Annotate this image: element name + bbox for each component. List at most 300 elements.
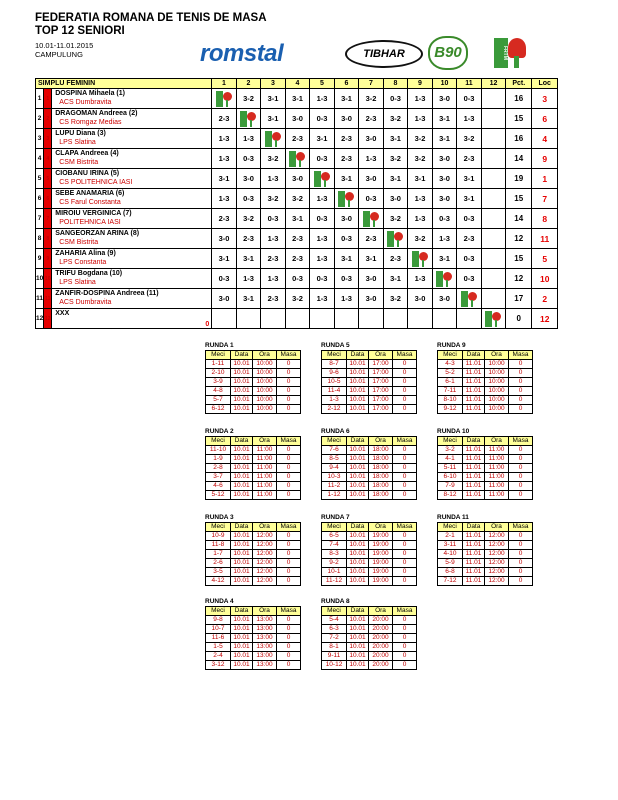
match-cell: 10.01 [347, 532, 369, 541]
score-cell: 3-1 [359, 249, 384, 269]
column-header: 9 [408, 79, 433, 89]
match-cell: 11.01 [463, 541, 485, 550]
score-cell: 2-3 [457, 229, 482, 249]
place-cell: 2 [532, 289, 558, 309]
frtm-icon [457, 289, 482, 309]
match-cell: 0 [509, 473, 533, 482]
match-cell: 0 [393, 661, 417, 670]
match-row [206, 625, 301, 634]
seed-marker: 8 [44, 229, 52, 249]
schedule-header: Data [347, 351, 369, 360]
match-cell: 0 [393, 568, 417, 577]
score-cell: 3-2 [383, 209, 408, 229]
score-cell [310, 309, 335, 329]
score-cell [481, 189, 506, 209]
match-row [438, 532, 533, 541]
place-cell: 9 [532, 149, 558, 169]
match-cell: 10.01 [347, 396, 369, 405]
match-cell: 0 [393, 378, 417, 387]
score-cell: 3-0 [432, 169, 457, 189]
match-cell: 0 [509, 532, 533, 541]
round-block [437, 514, 533, 586]
score-cell: 0-3 [310, 209, 335, 229]
match-row [322, 464, 417, 473]
match-row [438, 464, 533, 473]
place-cell: 11 [532, 229, 558, 249]
match-cell: 19:00 [369, 559, 393, 568]
match-row [438, 541, 533, 550]
match-cell: 10-1 [322, 568, 347, 577]
schedule-header: Meci [438, 523, 463, 532]
score-cell: 0-3 [359, 189, 384, 209]
score-cell: 3-0 [212, 229, 237, 249]
match-cell: 3-12 [206, 661, 231, 670]
match-cell: 0 [277, 568, 301, 577]
match-cell: 5-9 [438, 559, 463, 568]
match-cell: 18:00 [369, 446, 393, 455]
column-header: 5 [310, 79, 335, 89]
score-cell [334, 309, 359, 329]
seed-marker: 1 [44, 89, 52, 109]
score-cell [481, 249, 506, 269]
match-cell: 0 [393, 625, 417, 634]
schedule-header: Ora [253, 351, 277, 360]
match-cell: 19:00 [369, 577, 393, 586]
player-name: CLAPA Andreea (4) [55, 150, 119, 157]
match-row [322, 482, 417, 491]
pct-header: Pct. [506, 79, 532, 89]
place-cell: 10 [532, 269, 558, 289]
match-row [206, 577, 301, 586]
frtm-logo-text: FRTM [494, 38, 508, 68]
score-cell: 2-3 [383, 249, 408, 269]
score-cell: 3-2 [236, 209, 261, 229]
match-row [206, 491, 301, 500]
match-row [206, 455, 301, 464]
match-cell: 2-10 [206, 369, 231, 378]
match-row [438, 405, 533, 414]
match-cell: 10:00 [253, 396, 277, 405]
frtm-icon [261, 129, 286, 149]
schedule-header: Masa [509, 523, 533, 532]
row-number: 6 [36, 189, 44, 209]
match-cell: 2-12 [322, 405, 347, 414]
score-cell: 3-2 [383, 149, 408, 169]
match-cell: 20:00 [369, 625, 393, 634]
match-row [206, 661, 301, 670]
player-cell [52, 269, 212, 289]
match-row [206, 559, 301, 568]
match-cell: 10.01 [347, 387, 369, 396]
results-table [35, 78, 558, 329]
match-cell: 0 [393, 473, 417, 482]
match-cell: 10.01 [347, 473, 369, 482]
match-cell: 13:00 [253, 634, 277, 643]
column-header: 4 [285, 79, 310, 89]
player-name: ZAHARIA Alina (9) [55, 250, 116, 257]
match-cell: 2-4 [206, 652, 231, 661]
score-cell: 3-2 [457, 129, 482, 149]
match-cell: 1-11 [206, 360, 231, 369]
player-row [36, 189, 558, 209]
match-row [206, 360, 301, 369]
match-row [322, 568, 417, 577]
match-row [438, 482, 533, 491]
match-cell: 0 [393, 532, 417, 541]
match-cell: 10:00 [485, 405, 509, 414]
match-cell: 0 [277, 559, 301, 568]
player-club: CS Romgaz Medias [59, 119, 122, 126]
player-name: XXX [55, 310, 70, 317]
match-cell: 4-12 [206, 577, 231, 586]
match-cell: 12:00 [485, 559, 509, 568]
score-cell: 1-3 [236, 129, 261, 149]
match-cell: 20:00 [369, 661, 393, 670]
player-name: DRAGOMAN Andreea (2) [55, 110, 138, 117]
match-cell: 10.01 [231, 577, 253, 586]
match-cell: 10.01 [347, 625, 369, 634]
match-cell: 5-2 [438, 369, 463, 378]
schedule-header: Ora [253, 523, 277, 532]
frtm-icon [212, 89, 237, 109]
match-cell: 10.01 [347, 482, 369, 491]
match-cell: 8-1 [322, 643, 347, 652]
match-cell: 10:00 [485, 369, 509, 378]
score-cell: 1-3 [408, 89, 433, 109]
place-cell: 8 [532, 209, 558, 229]
round-title: RUNDA 6 [321, 428, 350, 435]
match-cell: 10.01 [231, 559, 253, 568]
score-cell: 3-0 [285, 109, 310, 129]
frtm-icon [285, 149, 310, 169]
score-cell [285, 309, 310, 329]
match-cell: 11.01 [463, 473, 485, 482]
match-cell: 10.01 [231, 652, 253, 661]
match-cell: 0 [509, 360, 533, 369]
match-cell: 1-9 [206, 455, 231, 464]
score-cell: 3-2 [285, 189, 310, 209]
match-cell: 0 [277, 541, 301, 550]
score-cell: 2-3 [334, 149, 359, 169]
frtm-icon [359, 209, 384, 229]
score-cell: 0-3 [261, 209, 286, 229]
score-cell [481, 269, 506, 289]
match-row [438, 577, 533, 586]
schedule-header: Masa [509, 437, 533, 446]
match-cell: 10:00 [253, 405, 277, 414]
match-cell: 0 [393, 464, 417, 473]
match-cell: 11.01 [463, 369, 485, 378]
player-cell [52, 169, 212, 189]
schedule-header: Meci [438, 351, 463, 360]
schedule-header: Meci [322, 607, 347, 616]
match-cell: 10.01 [347, 577, 369, 586]
match-cell: 0 [393, 396, 417, 405]
place-cell: 1 [532, 169, 558, 189]
match-cell: 13:00 [253, 652, 277, 661]
round-block [205, 514, 301, 586]
player-club: LPS Constanta [59, 259, 107, 266]
match-cell: 11-10 [206, 446, 231, 455]
score-cell: 3-1 [457, 189, 482, 209]
match-cell: 0 [277, 550, 301, 559]
match-cell: 11:00 [485, 464, 509, 473]
match-cell: 2-6 [206, 559, 231, 568]
score-cell: 0-3 [310, 149, 335, 169]
score-cell: 1-3 [212, 149, 237, 169]
match-cell: 13:00 [253, 661, 277, 670]
match-cell: 7-12 [438, 577, 463, 586]
row-number: 11 [36, 289, 44, 309]
match-cell: 10.01 [347, 643, 369, 652]
event-dates: 10.01-11.01.2015 [35, 41, 94, 50]
match-cell: 9-2 [322, 559, 347, 568]
column-header: 6 [334, 79, 359, 89]
match-cell: 11.01 [463, 387, 485, 396]
player-club: ACS Dumbravita [59, 99, 112, 106]
player-club: ACS Dumbravita [59, 299, 112, 306]
match-cell: 17:00 [369, 369, 393, 378]
player-club: CS POLITEHNICA IASI [59, 179, 133, 186]
score-cell: 2-3 [236, 229, 261, 249]
match-row [438, 378, 533, 387]
match-cell: 10-9 [206, 532, 231, 541]
round-block [437, 342, 533, 414]
score-cell: 1-3 [261, 229, 286, 249]
schedule-header: Masa [393, 351, 417, 360]
match-cell: 10.01 [231, 625, 253, 634]
match-cell: 10.01 [231, 446, 253, 455]
match-cell: 11.01 [463, 455, 485, 464]
match-cell: 3-11 [438, 541, 463, 550]
player-row [36, 289, 558, 309]
place-cell: 12 [532, 309, 558, 329]
player-row [36, 249, 558, 269]
seed-marker: 2 [44, 109, 52, 129]
match-row [438, 491, 533, 500]
match-cell: 4-3 [438, 360, 463, 369]
match-cell: 10:00 [253, 378, 277, 387]
score-cell: 1-3 [310, 229, 335, 249]
player-club: CS Farul Constanta [59, 199, 121, 206]
match-cell: 12:00 [485, 568, 509, 577]
schedule-header: Masa [277, 351, 301, 360]
match-cell: 0 [277, 473, 301, 482]
player-row [36, 109, 558, 129]
schedule-header: Masa [277, 437, 301, 446]
player-row [36, 309, 558, 329]
match-cell: 11:00 [253, 491, 277, 500]
match-cell: 6-10 [438, 473, 463, 482]
points-cell: 19 [506, 169, 532, 189]
match-cell: 0 [509, 550, 533, 559]
match-row [438, 446, 533, 455]
match-cell: 3-9 [206, 378, 231, 387]
row-number: 2 [36, 109, 44, 129]
match-cell: 10.01 [231, 405, 253, 414]
match-row [438, 455, 533, 464]
match-row [206, 405, 301, 414]
score-cell: 3-0 [212, 289, 237, 309]
row-number: 9 [36, 249, 44, 269]
round-block [205, 342, 301, 414]
match-cell: 12:00 [253, 559, 277, 568]
score-cell: 3-2 [261, 189, 286, 209]
match-cell: 12:00 [253, 532, 277, 541]
score-cell: 2-3 [212, 209, 237, 229]
match-cell: 0 [277, 378, 301, 387]
schedule-header: Data [231, 437, 253, 446]
match-cell: 18:00 [369, 455, 393, 464]
match-cell: 10.01 [347, 616, 369, 625]
score-cell: 1-3 [334, 289, 359, 309]
match-row [322, 559, 417, 568]
seed-marker: 7 [44, 209, 52, 229]
seed-marker: 3 [44, 129, 52, 149]
match-cell: 11-12 [322, 577, 347, 586]
match-row [322, 369, 417, 378]
match-cell: 11:00 [485, 455, 509, 464]
player-name: DOSPINA Mihaela (1) [55, 90, 125, 97]
score-cell: 2-3 [212, 109, 237, 129]
match-cell: 0 [509, 482, 533, 491]
match-cell: 0 [393, 369, 417, 378]
score-cell: 3-1 [285, 209, 310, 229]
points-cell: 16 [506, 89, 532, 109]
match-cell: 12:00 [253, 577, 277, 586]
player-club: LPS Slatina [59, 139, 96, 146]
match-cell: 9-6 [322, 369, 347, 378]
match-row [206, 634, 301, 643]
match-cell: 3-5 [206, 568, 231, 577]
match-cell: 11.01 [463, 550, 485, 559]
match-cell: 0 [393, 541, 417, 550]
match-cell: 0 [277, 661, 301, 670]
match-cell: 0 [393, 652, 417, 661]
match-cell: 0 [509, 405, 533, 414]
score-cell: 1-3 [408, 109, 433, 129]
score-cell: 3-2 [383, 289, 408, 309]
tibhar-logo: TIBHAR [345, 40, 423, 68]
score-cell [359, 309, 384, 329]
round-block [321, 428, 417, 500]
match-cell: 10.01 [231, 532, 253, 541]
match-row [322, 643, 417, 652]
row-number: 7 [36, 209, 44, 229]
match-cell: 13:00 [253, 625, 277, 634]
match-cell: 13:00 [253, 643, 277, 652]
match-cell: 9-11 [322, 652, 347, 661]
player-row [36, 89, 558, 109]
b90-logo: B90 [428, 36, 468, 70]
points-cell: 14 [506, 149, 532, 169]
row-number: 4 [36, 149, 44, 169]
match-cell: 10.01 [231, 360, 253, 369]
round-title: RUNDA 8 [321, 598, 350, 605]
match-row [206, 396, 301, 405]
round-table [321, 350, 417, 414]
match-row [438, 550, 533, 559]
score-cell: 3-1 [432, 249, 457, 269]
match-cell: 10.01 [231, 541, 253, 550]
match-cell: 0 [277, 643, 301, 652]
match-cell: 0 [509, 455, 533, 464]
match-cell: 1-5 [206, 643, 231, 652]
frtm-icon [432, 269, 457, 289]
match-cell: 3-7 [206, 473, 231, 482]
player-club: CSM Bistrita [59, 239, 99, 246]
match-row [438, 559, 533, 568]
row-number: 10 [36, 269, 44, 289]
score-cell: 0-3 [285, 269, 310, 289]
match-row [322, 360, 417, 369]
match-cell: 0 [509, 387, 533, 396]
score-cell: 3-0 [359, 269, 384, 289]
row-number: 1 [36, 89, 44, 109]
match-cell: 6-5 [322, 532, 347, 541]
seed-marker: 12 [44, 309, 52, 329]
match-cell: 0 [509, 491, 533, 500]
round-title: RUNDA 11 [437, 514, 469, 521]
match-row [438, 387, 533, 396]
row-number: 8 [36, 229, 44, 249]
match-row [322, 405, 417, 414]
match-cell: 11:00 [485, 446, 509, 455]
match-cell: 11:00 [485, 491, 509, 500]
match-cell: 0 [393, 616, 417, 625]
score-cell: 3-2 [261, 149, 286, 169]
score-cell [481, 129, 506, 149]
match-row [206, 473, 301, 482]
score-cell: 3-2 [408, 149, 433, 169]
score-cell: 2-3 [261, 289, 286, 309]
score-cell: 3-1 [457, 169, 482, 189]
match-row [322, 378, 417, 387]
match-row [322, 473, 417, 482]
match-cell: 4-10 [438, 550, 463, 559]
column-header: 11 [457, 79, 482, 89]
match-cell: 0 [393, 559, 417, 568]
match-cell: 10:00 [253, 387, 277, 396]
match-row [206, 652, 301, 661]
player-row [36, 169, 558, 189]
match-cell: 10:00 [485, 387, 509, 396]
match-cell: 8-5 [322, 455, 347, 464]
match-cell: 0 [393, 550, 417, 559]
schedule-header: Ora [485, 351, 509, 360]
round-table [205, 522, 301, 586]
schedule-header: Meci [438, 437, 463, 446]
round-table [205, 606, 301, 670]
score-cell: 3-1 [212, 169, 237, 189]
score-cell: 3-1 [383, 129, 408, 149]
score-cell: 0-3 [457, 209, 482, 229]
match-cell: 0 [277, 387, 301, 396]
score-cell: 1-3 [261, 269, 286, 289]
schedule-header: Meci [322, 351, 347, 360]
column-header: 2 [236, 79, 261, 89]
match-cell: 11:00 [253, 464, 277, 473]
score-cell: 3-1 [432, 109, 457, 129]
score-cell: 3-2 [359, 89, 384, 109]
match-cell: 11:00 [485, 473, 509, 482]
score-cell [481, 289, 506, 309]
match-cell: 7-4 [322, 541, 347, 550]
match-cell: 19:00 [369, 532, 393, 541]
match-cell: 0 [277, 482, 301, 491]
round-block [437, 428, 533, 500]
match-cell: 0 [393, 634, 417, 643]
